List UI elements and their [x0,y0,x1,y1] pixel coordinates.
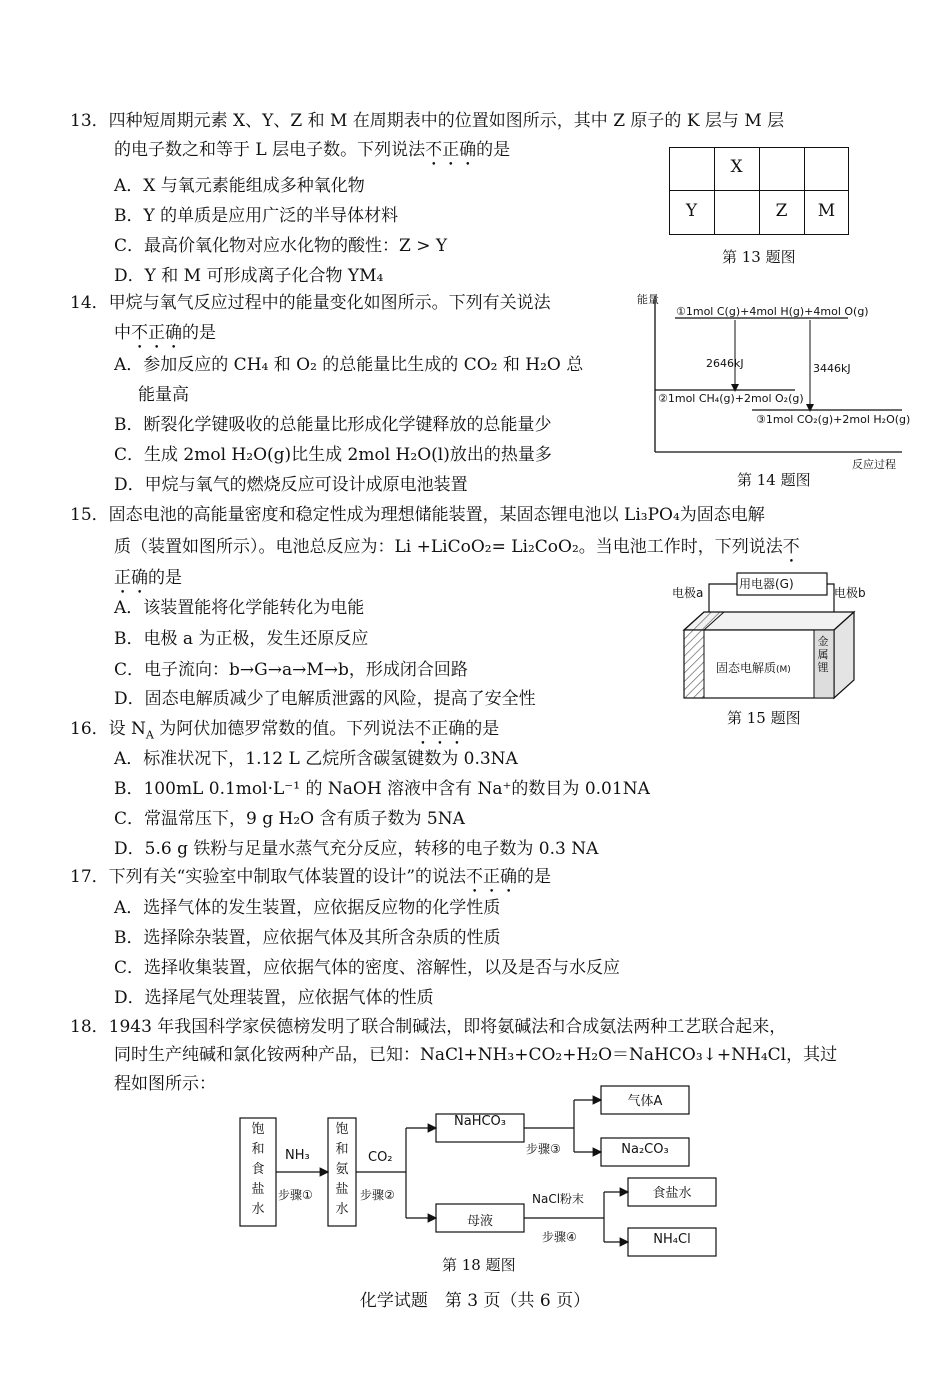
q18-caption: 第 18 题图 [442,1256,516,1274]
emphasis-correct: 正确 [114,568,148,588]
q15-stem-line3: 正确的是 [114,568,182,588]
axis-label-energy: 能量 [637,293,659,306]
q14-option-b: B．断裂化学键吸收的总能量比形成化学键释放的总能量少 [114,415,552,435]
emphasis-not-correct: 不正确 [466,867,518,887]
q16-option-d: D．5.6 g 铁粉与足量水蒸气充分反应，转移的电子数为 0.3 NA [114,839,599,859]
q15-stem-line2: 质（装置如图所示）。电池总反应为：Li +LiCoO₂= Li₂CoO₂。当电池工作时，下列说法不 [114,537,800,557]
step3-label: 步骤③ [526,1142,561,1156]
q16-option-b: B．100mL 0.1mol·L⁻¹ 的 NaOH 溶液中含有 Na⁺的数目为 0.01NA [114,779,650,799]
q13-option-c: C．最高价氧化物对应水化物的酸性：Z > Y [114,236,448,256]
q17-option-a: A．选择气体的发生装置，应依据反应物的化学性质 [114,898,501,918]
energy-3446: 3446kJ [813,362,851,375]
metal-lithium-label: 金属锂 [817,635,829,674]
brine-label: 饱 和 食 盐 水 [251,1122,265,1217]
emphasis-not-correct: 不正确 [131,323,182,343]
ammoniated-brine-label: 饱 和 氨 盐 水 [335,1122,349,1217]
step1-label: 步骤① [278,1188,313,1202]
q14-energy-diagram [630,294,905,474]
energy-2646: 2646kJ [706,357,744,370]
co2-label: CO₂ [368,1150,393,1165]
q14-stem-line1: 14．甲烷与氧气反应过程中的能量变化如图所示。下列有关说法 [70,293,551,313]
gas-a-label: 气体A [627,1094,663,1109]
q17-option-c: C．选择收集装置，应依据气体的密度、溶解性，以及是否与水反应 [114,958,621,978]
q17-stem: 17．下列有关“实验室中制取气体装置的设计”的说法不正确的是 [70,867,552,887]
brine-out-label: 食盐水 [652,1186,692,1201]
element-y: Y [685,201,698,221]
step4-label: 步骤④ [542,1230,577,1244]
q15-caption: 第 15 题图 [727,709,801,727]
wire-left [709,584,737,615]
q14-stem-line2: 中不正确的是 [114,323,216,343]
na2co3-label: Na₂CO₃ [621,1142,669,1157]
emphasis-not: 不 [782,537,800,557]
q14-option-a-line2: 能量高 [138,385,189,405]
q16-option-a: A．标准状况下，1.12 L 乙烷所含碳氢键数为 0.3NA [114,749,518,769]
q17-option-d: D．选择尾气处理装置，应依据气体的性质 [114,988,434,1008]
level-2-label: ②1mol CH₄(g)+2mol O₂(g) [658,392,804,405]
q15-option-b: B．电极 a 为正极，发生还原反应 [114,629,369,649]
q14-option-d: D．甲烷与氧气的燃烧反应可设计成原电池装置 [114,475,468,495]
q14-option-c: C．生成 2mol H₂O(g)比生成 2mol H₂O(l)放出的热量多 [114,445,552,465]
electrode-b-label: 电极b [834,586,866,600]
axis-label-process: 反应过程 [852,458,896,471]
q13-caption: 第 13 题图 [722,248,796,266]
mother-liquor-label: 母液 [466,1214,493,1229]
q18-line3: 程如图所示： [114,1074,216,1094]
wire-right [827,584,834,615]
nh3-label: NH₃ [285,1148,310,1163]
emphasis-not-correct: 不正确 [425,140,477,160]
q13-stem-line2: 的电子数之和等于 L 层电子数。下列说法不正确的是 [114,140,511,160]
q16-stem: 16．设 $N_A$ 为阿伏加德罗常数的值。下列说法不正确的是 [70,719,500,742]
q14-caption: 第 14 题图 [737,471,811,489]
nh4cl-label: NH₄Cl [653,1232,691,1247]
level-3-label: ③1mol CO₂(g)+2mol H₂O(g) [756,413,911,426]
electrode-a-label: 电极a [672,586,704,600]
q16-option-c: C．常温常压下，9 g H₂O 含有质子数为 5NA [114,809,465,829]
nahco3-label: NaHCO₃ [454,1114,506,1129]
element-m: M [817,201,836,221]
q15-stem-line1: 15．固态电池的高能量密度和稳定性成为理想储能装置，某固态锂电池以 Li₃PO₄为固态电解 [70,505,765,525]
q13-option-b: B．Y 的单质是应用广泛的半导体材料 [114,206,399,226]
q17-option-b: B．选择除杂装置，应依据气体及其所含杂质的性质 [114,928,501,948]
q13-option-d: D．Y 和 M 可形成离子化合物 YM₄ [114,266,384,286]
q13-option-a: A．X 与氧元素能组成多种氧化物 [114,176,365,196]
nacl-powder-label: NaCl粉末 [532,1192,585,1206]
q15-option-a: A．该装置能将化学能转化为电能 [114,598,365,618]
emphasis-not-correct: 不正确 [414,719,466,739]
page-footer: 化学试题 第 3 页（共 6 页） [359,1291,591,1311]
q13-stem-line1: 13．四种短周期元素 X、Y、Z 和 M 在周期表中的位置如图所示，其中 Z 原子的 K 层与 M 层 [70,111,785,131]
q13-periodic-grid [669,147,849,235]
level-1-label: ①1mol C(g)+4mol H(g)+4mol O(g) [676,305,869,318]
q18-line1: 18．1943 年我国科学家侯德榜发明了联合制碱法，即将氨碱法和合成氨法两种工艺联合起来， [70,1017,787,1037]
q14-option-a-line1: A．参加反应的 CH₄ 和 O₂ 的总能量比生成的 CO₂ 和 H₂O 总 [114,355,584,375]
electrolyte-label: 固态电解质(M) [716,661,791,675]
device-label: 用电器(G) [739,577,794,591]
element-z: Z [775,201,788,221]
q15-option-d: D．固态电解质减少了电解质泄露的风险，提高了安全性 [114,689,536,709]
element-x: X [730,157,743,177]
q15-option-c: C．电子流向：b→G→a→M→b，形成闭合回路 [114,660,468,680]
step2-label: 步骤② [360,1188,395,1202]
q18-line2: 同时生产纯碱和氯化铵两种产品，已知：NaCl+NH₃+CO₂+H₂O＝NaHCO₃↓+NH₄Cl，其过 [114,1045,838,1065]
